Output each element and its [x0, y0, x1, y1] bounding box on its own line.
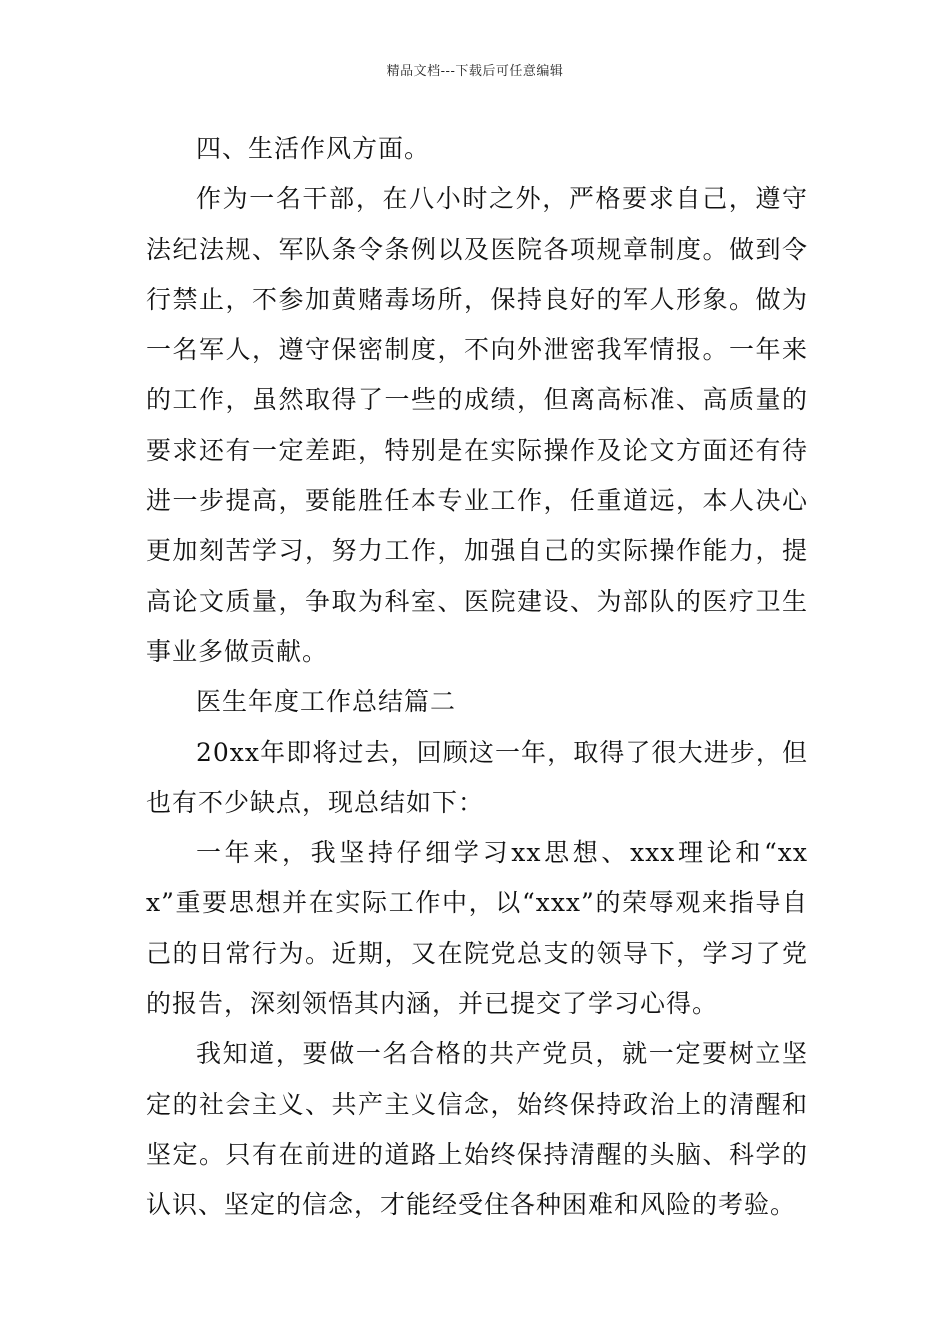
paragraph-lifestyle: 作为一名干部，在八小时之外，严格要求自己，遵守法纪法规、军队条令条例以及医院各项规章制度。做到令行禁止，不参加黄赌毒场所，保持良好的军人形象。做为一名军人，遵守保密制度，不向外泄密我军情报。一年来的工作，虽然取得了一些的成绩，但离高标准、高质量的要求还有一定差距，特别是在实际操作及论文方面还有待进一步提高，要能胜任本专业工作，任重道远，本人决心更加刻苦学习，努力工作，加强自己的实际操作能力，提高论文质量，争取为科室、医院建设、为部队的医疗卫生事业多做贡献。	[146, 184, 808, 666]
page-header: 精品文档---下载后可任意编辑	[386, 64, 564, 79]
paragraph-belief: 我知道，要做一名合格的共产党员，就一定要树立坚定的社会主义、共产主义信念，始终保持政治上的清醒和坚定。只有在前进的道路上始终保持清醒的头脑、科学的认识、坚定的信念，才能经受住各种困难和风险的考验。	[146, 1039, 808, 1220]
document-body	[146, 124, 808, 1231]
paragraph-study: 一年来，我坚持仔细学习xx思想、xxx理论和“xxx”重要思想并在实际工作中，以“xxx”的荣辱观来指导自己的日常行为。近期，又在院党总支的领导下，学习了党的报告，深刻领悟其内涵，并已提交了学习心得。	[146, 838, 808, 1019]
section-heading-lifestyle: 四、生活作风方面。	[196, 134, 431, 163]
paragraph-intro: 20xx年即将过去，回顾这一年，取得了很大进步，但也有不少缺点，现总结如下：	[146, 737, 808, 817]
section-heading-part-two: 医生年度工作总结篇二	[196, 687, 457, 717]
